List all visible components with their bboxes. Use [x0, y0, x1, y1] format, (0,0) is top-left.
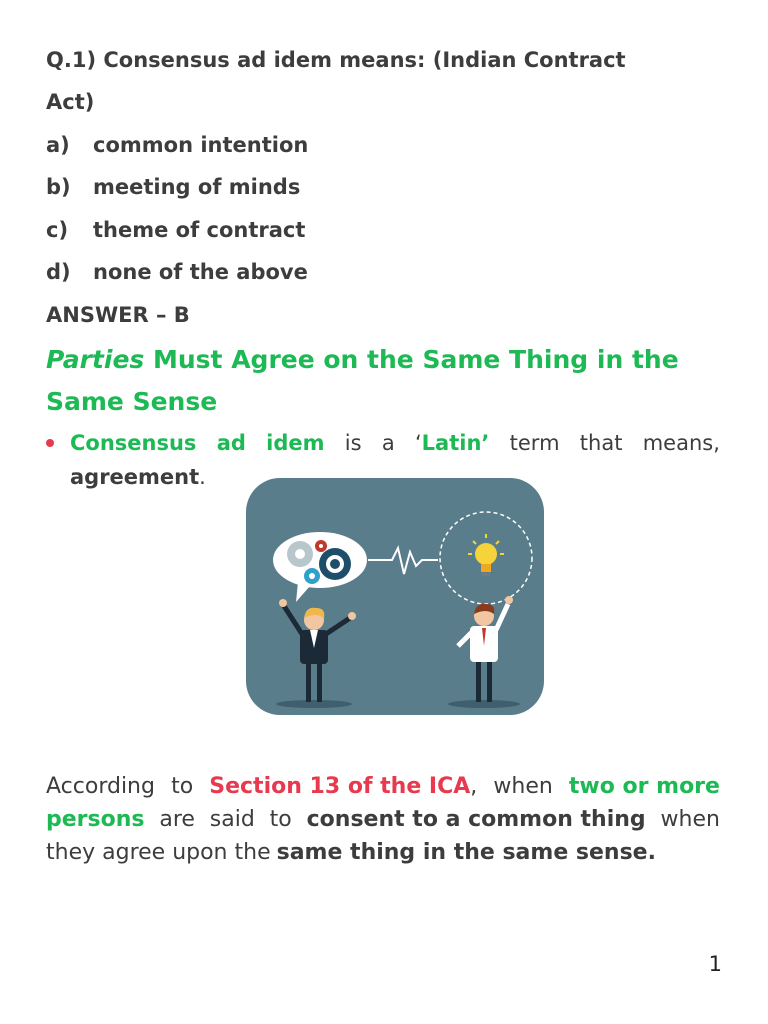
bullet-dot	[46, 439, 54, 447]
latin-word: Latin’	[421, 431, 490, 455]
text-word: are	[159, 807, 195, 832]
heading-rest: Must Agree on the Same Thing in the	[144, 345, 679, 374]
option-text: meeting of minds	[93, 175, 301, 199]
text-word: that	[579, 431, 623, 455]
paragraph-line-2	[46, 803, 720, 836]
heading-italic: Parties	[46, 345, 145, 374]
option-text: common intention	[93, 133, 309, 157]
text-word: when	[660, 807, 720, 832]
text-word: to	[269, 807, 292, 832]
businessman-right-icon	[448, 596, 520, 708]
page-number: 1	[708, 952, 722, 976]
answer-line: ANSWER – B	[46, 303, 190, 327]
text-phrase: they agree upon the	[46, 840, 271, 865]
option-c	[46, 216, 305, 244]
text-word: is	[344, 431, 362, 455]
agreement-word: agreement	[70, 465, 200, 489]
option-letter: c)	[46, 218, 69, 242]
businessman-left-icon	[276, 599, 356, 708]
bold-phrase: consent to a common thing	[306, 807, 646, 832]
text-word: when	[493, 774, 553, 799]
meeting-of-minds-illustration	[246, 478, 544, 715]
section-13-paragraph	[46, 770, 720, 869]
bullet-line-1	[70, 426, 720, 460]
section-heading-line-1	[46, 343, 679, 377]
lightbulb-icon	[468, 534, 504, 576]
term-word: Consensus	[70, 431, 197, 455]
term-word: ad	[216, 431, 246, 455]
period: .	[199, 465, 206, 489]
option-letter: a)	[46, 133, 70, 157]
illustration-svg	[246, 478, 544, 715]
paragraph-line-1	[46, 770, 720, 803]
highlight-phrase: two or more	[568, 774, 720, 799]
bullet-line-2	[70, 460, 206, 494]
latin-term	[415, 426, 489, 460]
section-heading-line-2: Same Sense	[46, 387, 218, 416]
connection-line-icon	[368, 548, 438, 574]
question-line-1: Q.1) Consensus ad idem means: (Indian Contract	[46, 48, 626, 72]
text-word: According	[46, 774, 155, 799]
option-letter: d)	[46, 260, 71, 284]
bold-phrase: same thing in the same sense.	[276, 840, 656, 865]
text-word: means,	[642, 431, 720, 455]
option-text: none of the above	[93, 260, 308, 284]
option-text: theme of contract	[93, 218, 306, 242]
paragraph-line-3	[46, 836, 720, 869]
highlight-word: persons	[46, 807, 145, 832]
text-word: a	[381, 431, 395, 455]
option-letter: b)	[46, 175, 71, 199]
text-word: to	[171, 774, 194, 799]
option-a	[46, 131, 308, 159]
comma: ,	[470, 774, 478, 799]
option-b	[46, 173, 300, 201]
section-reference	[209, 770, 477, 803]
section-13-link-text: Section 13 of the ICA	[209, 774, 471, 799]
question-line-2: Act)	[46, 90, 95, 114]
option-d	[46, 258, 308, 286]
text-word: said	[209, 807, 255, 832]
open-quote: ‘	[414, 431, 422, 455]
term-word: idem	[266, 431, 325, 455]
text-word: term	[509, 431, 560, 455]
